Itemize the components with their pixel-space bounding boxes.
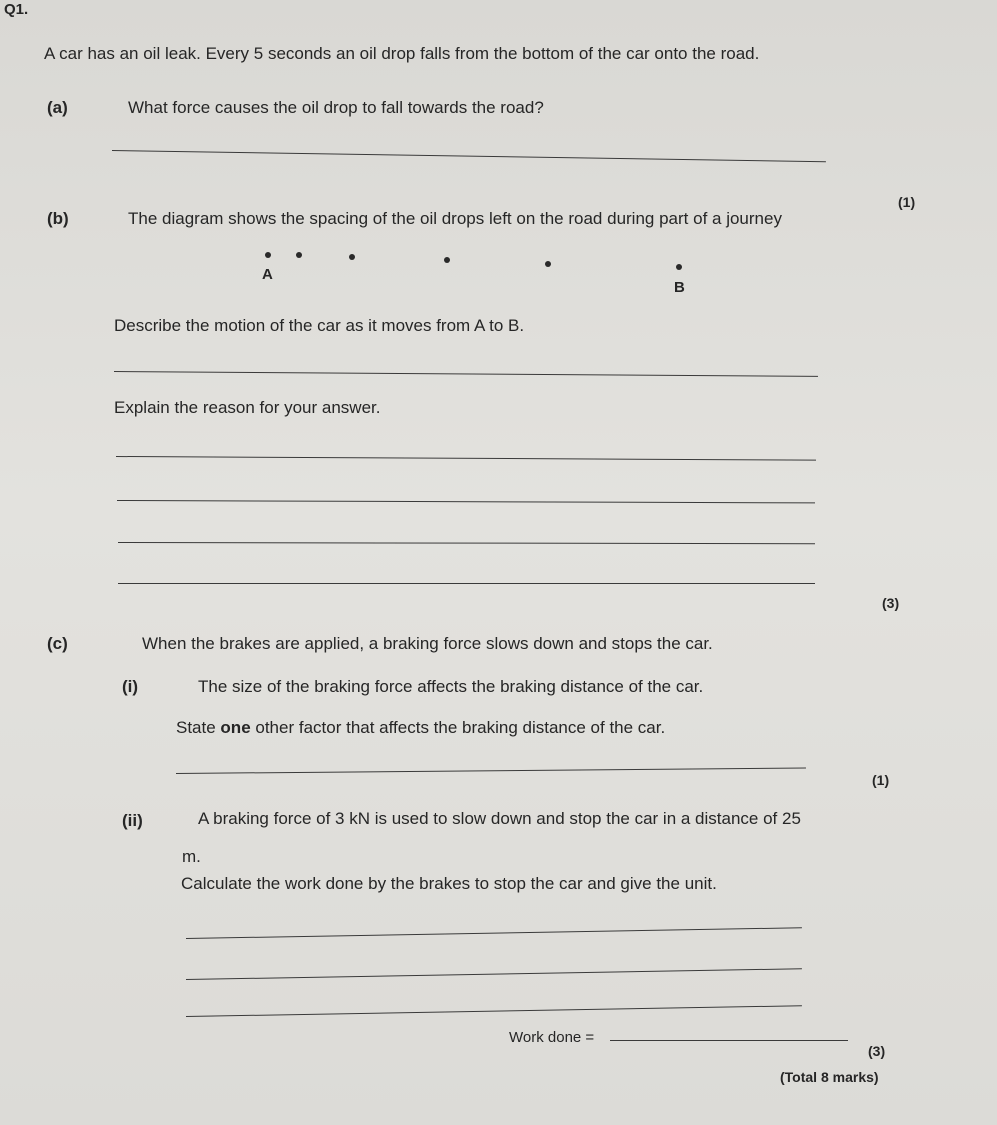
explain-question: Explain the reason for your answer. (114, 398, 381, 417)
oil-drop (296, 252, 302, 258)
explain-answer-line[interactable] (118, 542, 815, 544)
work-done-answer-line[interactable] (610, 1040, 848, 1041)
explain-answer-line[interactable] (116, 456, 816, 461)
part-c-i-label: (i) (122, 677, 139, 696)
total-marks: (Total 8 marks) (780, 1069, 879, 1085)
point-b-label: B (674, 279, 685, 296)
explain-answer-line[interactable] (118, 583, 815, 584)
oil-drop (676, 264, 682, 270)
part-c-label: (c) (47, 634, 68, 653)
part-c-ii-working-line[interactable] (186, 927, 802, 939)
part-c-ii-question: Calculate the work done by the brakes to stop the car and give the unit. (181, 874, 717, 893)
part-a-question: What force causes the oil drop to fall towards the road? (128, 98, 544, 117)
question-prefix: State (176, 718, 221, 737)
oil-drop (349, 254, 355, 260)
part-b-marks: (3) (882, 595, 900, 611)
question-suffix: other factor that affects the braking distance of the car. (250, 718, 666, 737)
part-b-label: (b) (47, 209, 69, 228)
question-emphasis: one (220, 718, 251, 737)
oil-drop (265, 252, 271, 258)
intro-text: A car has an oil leak. Every 5 seconds an oil drop falls from the bottom of the car onto the road. (44, 44, 760, 63)
part-c-ii-label: (ii) (122, 811, 143, 830)
oil-drop-diagram (0, 0, 997, 300)
part-c-ii-working-line[interactable] (186, 968, 802, 980)
question-number: Q1. (4, 1, 29, 18)
part-c-ii-statement-line2: m. (182, 847, 201, 866)
part-c-ii-marks: (3) (868, 1043, 886, 1059)
oil-drop (545, 261, 551, 267)
work-done-label: Work done = (509, 1029, 595, 1046)
part-b-statement: The diagram shows the spacing of the oil drops left on the road during part of a journey (128, 209, 782, 228)
part-c-i-statement: The size of the braking force affects the braking distance of the car. (198, 677, 704, 696)
part-c-i-marks: (1) (872, 772, 890, 788)
part-c-i-answer-line[interactable] (176, 768, 806, 774)
describe-question: Describe the motion of the car as it moves from A to B. (114, 316, 525, 335)
point-a-label: A (262, 266, 273, 283)
oil-drop (444, 257, 450, 263)
describe-answer-line[interactable] (114, 371, 818, 377)
part-c-ii-statement-line1: A braking force of 3 kN is used to slow down and stop the car in a distance of 25 (198, 809, 801, 828)
part-c-i-question (176, 718, 665, 738)
part-a-label: (a) (47, 98, 68, 117)
part-a-marks: (1) (898, 194, 916, 210)
part-c-ii-working-line[interactable] (186, 1005, 802, 1017)
part-c-statement: When the brakes are applied, a braking force slows down and stops the car. (142, 634, 713, 653)
explain-answer-line[interactable] (117, 500, 815, 503)
